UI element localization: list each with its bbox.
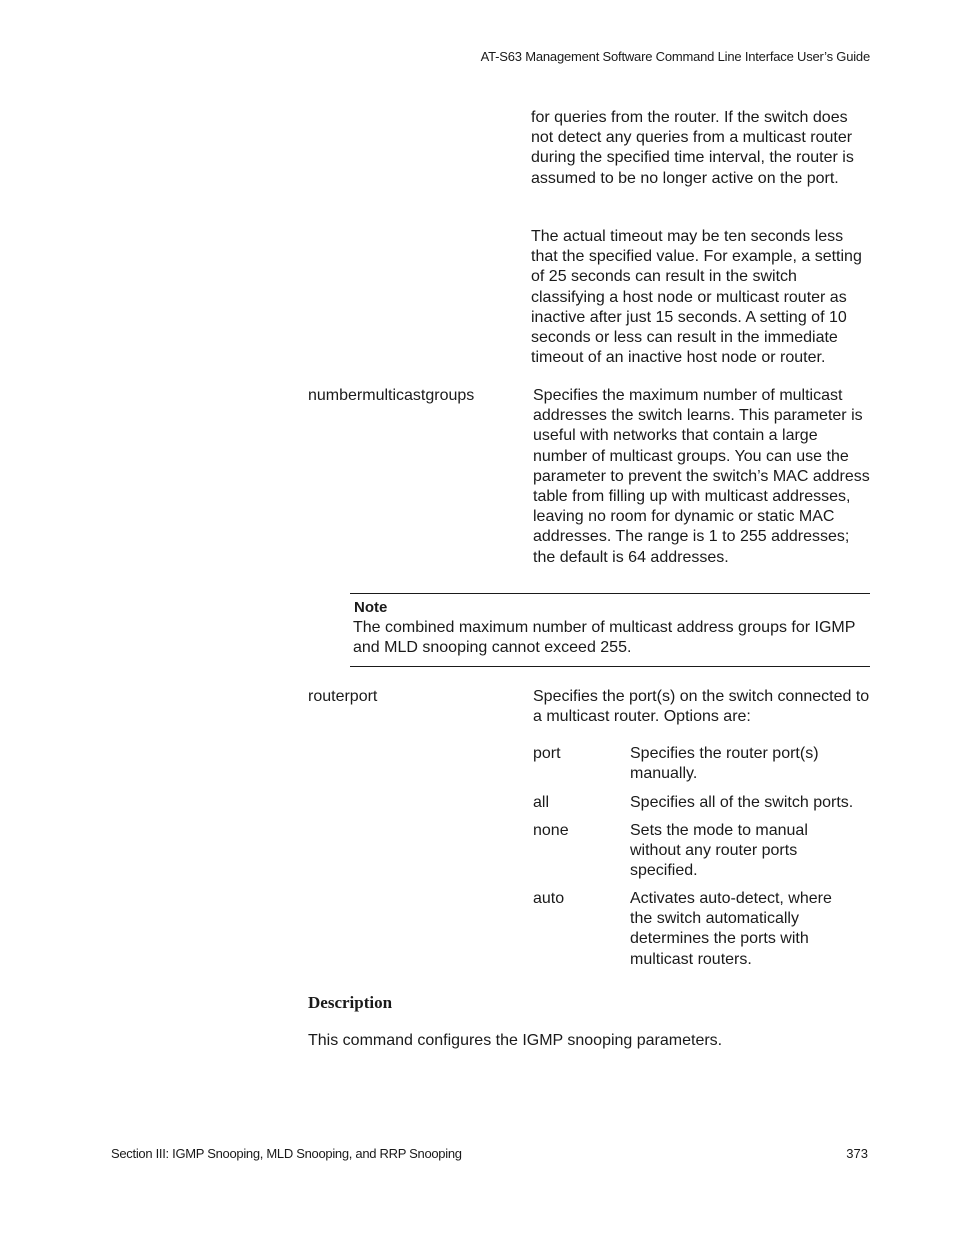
timeout-paragraph-2: The actual timeout may be ten seconds less that the specified value. For example, a setting of 25 seconds can result in the switch classifying a host node or multicast router as inactive after just 15 seconds. A setting of 10 seconds or less can result in the immediate timeout of an inactive host node or router.: [531, 228, 862, 367]
footer-page-number: 373: [846, 1146, 868, 1161]
note-text: The combined maximum number of multicast address groups for IGMP and MLD snooping cannot exceed 255.: [353, 619, 856, 657]
option-desc-none: Sets the mode to manual without any router ports specified.: [630, 822, 808, 880]
option-name-all: all: [533, 794, 550, 811]
footer-section-title: Section III: IGMP Snooping, MLD Snooping, and RRP Snooping: [111, 1146, 462, 1161]
param-desc-numbermulticastgroups: Specifies the maximum number of multicast addresses the switch learns. This parameter is useful with networks that contain a large number of multicast groups. You can use the parameter to prevent the switch’s MAC address table from filling up with multicast addresses, leaving no room for dynamic or static MAC addresses. The range is 1 to 255 addresses; the default is 64 addresses.: [533, 387, 870, 566]
option-name-port: port: [533, 745, 561, 762]
option-desc-all: Specifies all of the switch ports.: [630, 794, 854, 811]
param-name-routerport: routerport: [308, 688, 378, 705]
param-desc-routerport: Specifies the port(s) on the switch connected to a multicast router. Options are:: [533, 688, 870, 726]
option-name-none: none: [533, 822, 569, 839]
description-heading: Description: [308, 993, 393, 1012]
param-name-numbermulticastgroups: numbermulticastgroups: [308, 387, 475, 404]
note-box: [350, 593, 870, 667]
running-header: AT-S63 Management Software Command Line Interface User’s Guide: [480, 49, 870, 64]
description-text: This command configures the IGMP snooping parameters.: [308, 1032, 723, 1049]
option-name-auto: auto: [533, 890, 565, 907]
option-desc-auto: Activates auto-detect, where the switch automatically determines the ports with multicast routers.: [630, 890, 832, 968]
timeout-paragraph-1: for queries from the router. If the switch does not detect any queries from a multicast router during the specified time interval, the router is assumed to be no longer active on the port.: [531, 109, 854, 187]
option-desc-port: Specifies the router port(s) manually.: [630, 745, 819, 783]
note-title: Note: [354, 599, 388, 616]
